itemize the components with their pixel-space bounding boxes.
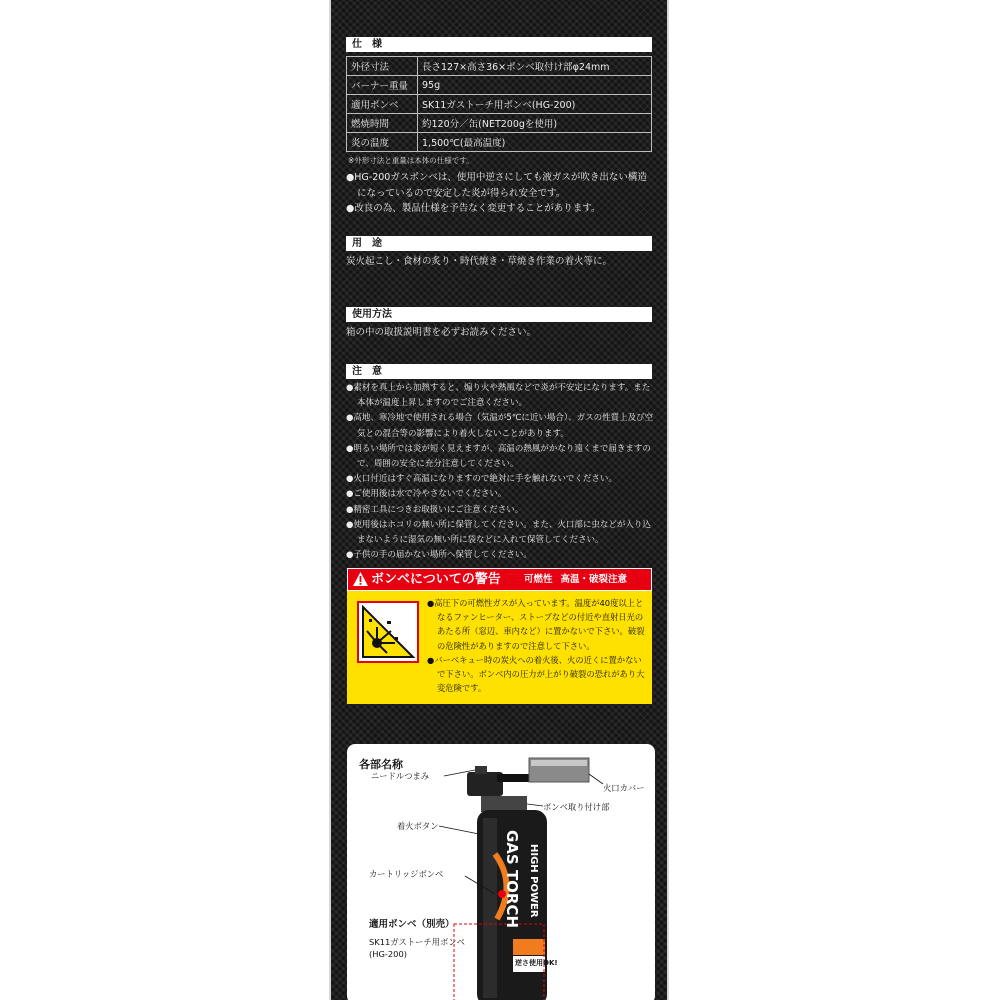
spec-table [346,56,652,152]
explosion-hazard-icon [357,601,419,663]
spec-label: バーナー重量 [347,76,418,95]
parts-heading: 各部名称 [359,758,403,771]
spec-label: 外径寸法 [347,57,418,76]
label-cylinder-mount: ボンベ取り付け部 [543,802,610,812]
list-item: ●子供の手の届かない場所へ保管してください。 [346,550,532,561]
spec-value: 1,500℃(最高温度) [418,133,652,152]
label-ignition-button: 着火ボタン [397,821,439,831]
can-sub: HIGH POWER [528,844,539,918]
spec-value: 長さ127×高さ36×ボンベ取付け部φ24mm [418,57,652,76]
warning-bar [347,568,652,591]
spec-note: ●改良の為、製品仕様を予告なく変更することがあります。 [346,203,601,214]
table-row [347,76,652,95]
list-item: ●使用後はホコリの無い所に保管してください。また、火口部に虫などが入り込まないように湿気の無い所に袋などに入れて保管してください。 [346,519,651,546]
list-item: ●明るい場所では炎が短く見えますが、高温の熱風がかなり遠くまで届きますので、周囲の安全に充分注意してください。 [346,443,651,470]
usage-text [346,254,656,270]
list-item: ●ご使用後は水で冷やさないでください。 [346,489,507,500]
cylinder-name: SK11ガストーチ用ボンベ [369,937,465,947]
list-item: ●高地、寒冷地で使用される場合（気温が5℃に近い場合）、ガスの性質上及び空気との混合等の影響により着火しないことがあります。 [346,413,654,439]
label-cartridge-cylinder: カートリッジボンベ [369,869,444,879]
table-row [347,114,652,133]
method-text-line: 箱の中の取扱説明書を必ずお読みください。 [346,327,537,338]
table-row [347,57,652,76]
warning-title: ボンベについての警告 [371,572,501,587]
spec-heading: 仕 様 [346,37,652,52]
product-info-panel [331,0,667,1000]
table-row [347,95,652,114]
method-heading: 使用方法 [346,307,652,322]
warning-tag: 高温・破裂注意 [560,574,628,585]
spec-value: SK11ガストーチ用ボンベ(HG-200) [418,95,652,114]
warning-text [427,596,647,695]
cylinder-heading: 適用ボンベ（別売） [369,919,455,930]
can-ok-label: 逆さ使用OK! [515,959,558,967]
list-item: ●バーベキュー時の炭火への着火後、火の近くに置かないで下さい。ボンベ内の圧力が上がり破裂の恐れがあり大変危険です。 [427,654,645,694]
spec-label: 適用ボンベ [347,95,418,114]
cylinder-model: (HG-200) [369,949,407,959]
caution-heading: 注 意 [346,364,652,379]
list-item: ●素材を真上から加熱すると、煽り火や熱風などで炎が不安定になります。また本体が温度上昇しますのでご注意ください。 [346,383,651,409]
list-item: ●高圧下の可燃性ガスが入っています。温度が40度以上となるファンヒーター、ストーブなどの付近や直射日光のあたる所（窓辺、車内など）に置かないで下さい。破裂の危険性がありますので注意して下さい。 [427,598,645,651]
table-row [347,133,652,152]
list-item: ●火口付近はすぐ高温になりますので絶対に手を触れないでください。 [346,474,617,485]
list-item: ●精密工具につきお取扱いにご注意ください。 [346,504,524,515]
parts-diagram [347,744,655,1000]
can-brand: GAS TORCH [503,830,521,929]
spec-label: 炎の温度 [347,133,418,152]
caution-list [346,381,656,563]
warning-tags [524,573,635,587]
label-nozzle-cover: 火口カバー [603,783,645,793]
usage-heading: 用 途 [346,236,652,251]
spec-value: 95g [418,76,652,95]
label-needle-knob: ニードルつまみ [371,771,430,781]
panel-right-edge [667,0,669,1000]
spec-note: ●HG-200ガスボンベは、使用中逆さにしても液ガスが吹き出ない構造になっているので安定した炎が得られ安全です。 [346,172,647,199]
method-text [346,325,656,341]
warning-triangle-icon [352,571,369,587]
spec-label: 燃焼時間 [347,114,418,133]
warning-tag: 可燃性 [524,574,553,585]
spec-value: 約120分／缶(NET200gを使用) [418,114,652,133]
usage-text-line: 炭火起こし・食材の炙り・時代焼き・草焼き作業の着火等に。 [346,256,613,267]
spec-notes [346,170,656,217]
spec-footnote: ※外形寸法と重量は本体の仕様です。 [348,156,474,165]
warning-box [347,591,652,704]
